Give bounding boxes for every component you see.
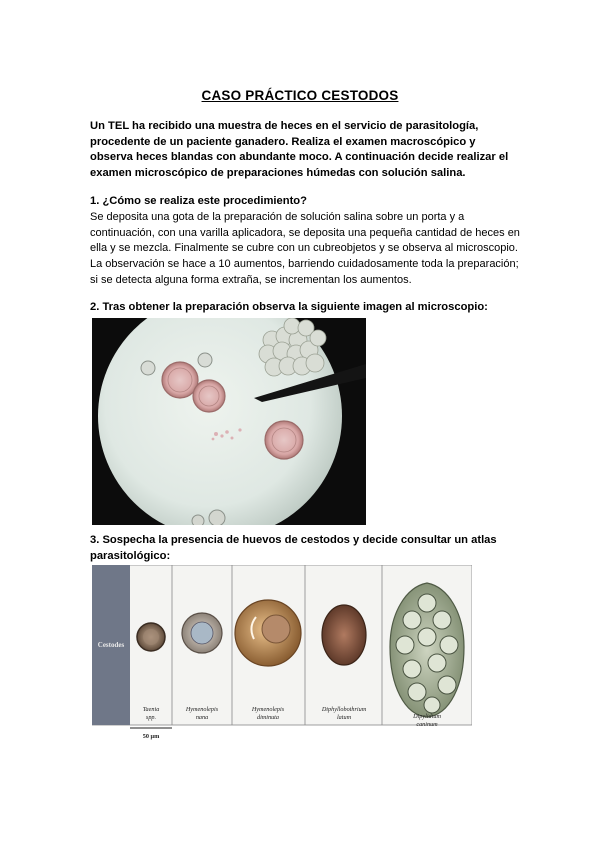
d-latum-egg [322, 605, 366, 665]
page-title: CASO PRÁCTICO CESTODOS [201, 88, 399, 103]
species-label-word: Hymenolepis [185, 706, 219, 713]
species-label-word: Diphyllobothrium [321, 706, 367, 713]
species-label-dipylidium [412, 713, 441, 728]
egg-3 [265, 421, 303, 459]
egg-4 [141, 361, 155, 375]
egg-5 [198, 353, 212, 367]
atlas-row-label: Cestodes [97, 641, 125, 649]
egg-2 [193, 380, 225, 412]
microscope-image [92, 318, 366, 525]
answer-1-paragraph-2: La observación se hace a 10 aumentos, barriendo cuidadosamente toda la preparación; si se detecta alguna forma extraña, se incrementan los aumentos. [90, 258, 519, 286]
species-label-word: spp. [145, 714, 157, 721]
species-label-word: nana [195, 714, 209, 721]
answer-1-paragraph-1: Se deposita una gota de la preparación de solución salina sobre un porta y a continuación, con una varilla aplicadora, se deposita una pequeña cantidad de heces en ella y se mezcla. Finalmente se cubre con un cubreobjetos y se observa al microscopio. [90, 211, 520, 255]
egg-1 [162, 362, 198, 398]
species-label-word: diminuta [256, 714, 280, 721]
species-label-word: Hymenolepis [251, 706, 285, 713]
species-label-word: Taenia [142, 706, 160, 713]
question-3: 3. Sospecha la presencia de huevos de cestodos y decide consultar un atlas parasitológico: [90, 534, 497, 562]
atlas-figure [92, 565, 472, 741]
question-2: 2. Tras obtener la preparación observa la siguiente imagen al microscopio: [90, 301, 488, 313]
case-intro: Un TEL ha recibido una muestra de heces en el servicio de parasitología, procedente de un paciente ganadero. Realiza el examen macroscópico y observa heces blandas con abundante moco. A continuación decide realizar el examen microscópico de preparaciones húmedas con solución salina. [90, 120, 509, 179]
scale-label: 50 µm [142, 733, 160, 740]
species-label-word: caninum [416, 721, 438, 728]
species-label-word: Dipylidium [413, 713, 441, 720]
species-label-word: latum [336, 714, 352, 721]
question-1: 1. ¿Cómo se realiza este procedimiento? [90, 195, 307, 207]
